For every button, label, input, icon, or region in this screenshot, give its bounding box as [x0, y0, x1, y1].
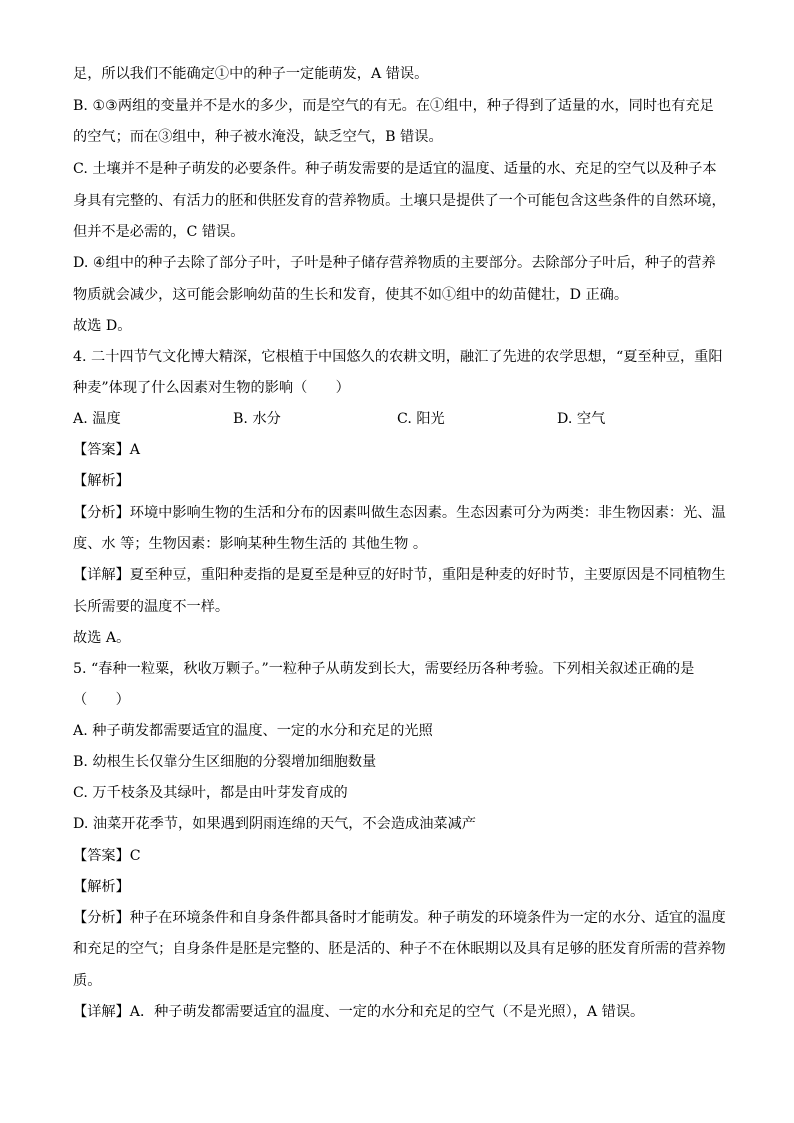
- q4-option-b: B. 水分: [233, 411, 281, 427]
- q5-option-d: D. 油菜开花季节，如果遇到阴雨连绵的天气，不会造成油菜减产: [73, 816, 476, 832]
- text-line: 长所需要的温度不一样。: [73, 599, 230, 615]
- question-5-stem: 5. “春种一粒粟，秋收万颗子。”一粒种子从萌发到长大，需要经历各种考验。下列相关叙述正确的是: [73, 661, 695, 677]
- answer-label: 【答案】C: [73, 848, 141, 864]
- text-line: 足，所以我们不能确定①中的种子一定能萌发，A 错误。: [73, 66, 429, 82]
- text-line: 【分析】环境中影响生物的生活和分布的因素叫做生态因素。生态因素可分为两类：非生物因素：光、温: [73, 505, 726, 521]
- text-line: 质。: [73, 973, 102, 989]
- q5-option-c: C. 万千枝条及其绿叶，都是由叶芽发育成的: [73, 785, 348, 801]
- text-line: 故选 D。: [73, 318, 132, 334]
- q4-option-d: D. 空气: [557, 411, 606, 427]
- text-line: 故选 A。: [73, 630, 131, 646]
- q5-option-a: A. 种子萌发都需要适宜的温度、一定的水分和充足的光照: [73, 723, 433, 739]
- text-line: 【详解】A．种子萌发都需要适宜的温度、一定的水分和充足的空气（不是光照），A 错误。: [73, 1004, 645, 1020]
- question-5-stem: （ ）: [73, 692, 130, 708]
- text-line: 和充足的空气；自身条件是胚是完整的、胚是活的、种子不在休眠期以及具有足够的胚发育所需的营养物: [73, 941, 726, 957]
- question-4-stem: 种麦”体现了什么因素对生物的影响（ ）: [73, 380, 350, 396]
- text-line: B. ①③两组的变量并不是水的多少，而是空气的有无。在①组中，种子得到了适量的水，同时也有充足: [73, 98, 714, 114]
- question-4-stem: 4. 二十四节气文化博大精深，它根植于中国悠久的农耕文明，融汇了先进的农学思想，“夏至种豆，重阳: [73, 349, 723, 365]
- text-line: C. 土壤并不是种子萌发的必要条件。种子萌发需要的是适宜的温度、适量的水、充足的空气以及种子本: [73, 161, 717, 177]
- text-line: 但并不是必需的，C 错误。: [73, 224, 245, 240]
- text-line: 度、水 等；生物因素：影响某种生物生活的 其他生物 。: [73, 536, 428, 552]
- q4-option-a: A. 温度: [73, 411, 121, 427]
- text-line: 的空气；而在③组中，种子被水淹没，缺乏空气，B 错误。: [73, 129, 443, 145]
- text-line: D. ④组中的种子去除了部分子叶，子叶是种子储存营养物质的主要部分。去除部分子叶后，种子的营养: [73, 255, 716, 271]
- text-line: 物质就会减少，这可能会影响幼苗的生长和发育，使其不如①组中的幼苗健壮，D 正确。: [73, 287, 629, 303]
- text-line: 身具有完整的、有活力的胚和供胚发育的营养物质。土壤只是提供了一个可能包含这些条件的自然环境，: [73, 193, 726, 209]
- text-line: 【详解】夏至种豆，重阳种麦指的是夏至是种豆的好时节，重阳是种麦的好时节，主要原因是不同植物生: [73, 567, 726, 583]
- text-line: 【分析】种子在环境条件和自身条件都具备时才能萌发。种子萌发的环境条件为一定的水分、适宜的温度: [73, 910, 726, 926]
- q4-option-c: C. 阳光: [397, 411, 445, 427]
- q5-option-b: B. 幼根生长仅靠分生区细胞的分裂增加细胞数量: [73, 754, 377, 770]
- analysis-label: 【解析】: [73, 473, 130, 489]
- analysis-label: 【解析】: [73, 879, 130, 895]
- answer-label: 【答案】A: [73, 442, 140, 458]
